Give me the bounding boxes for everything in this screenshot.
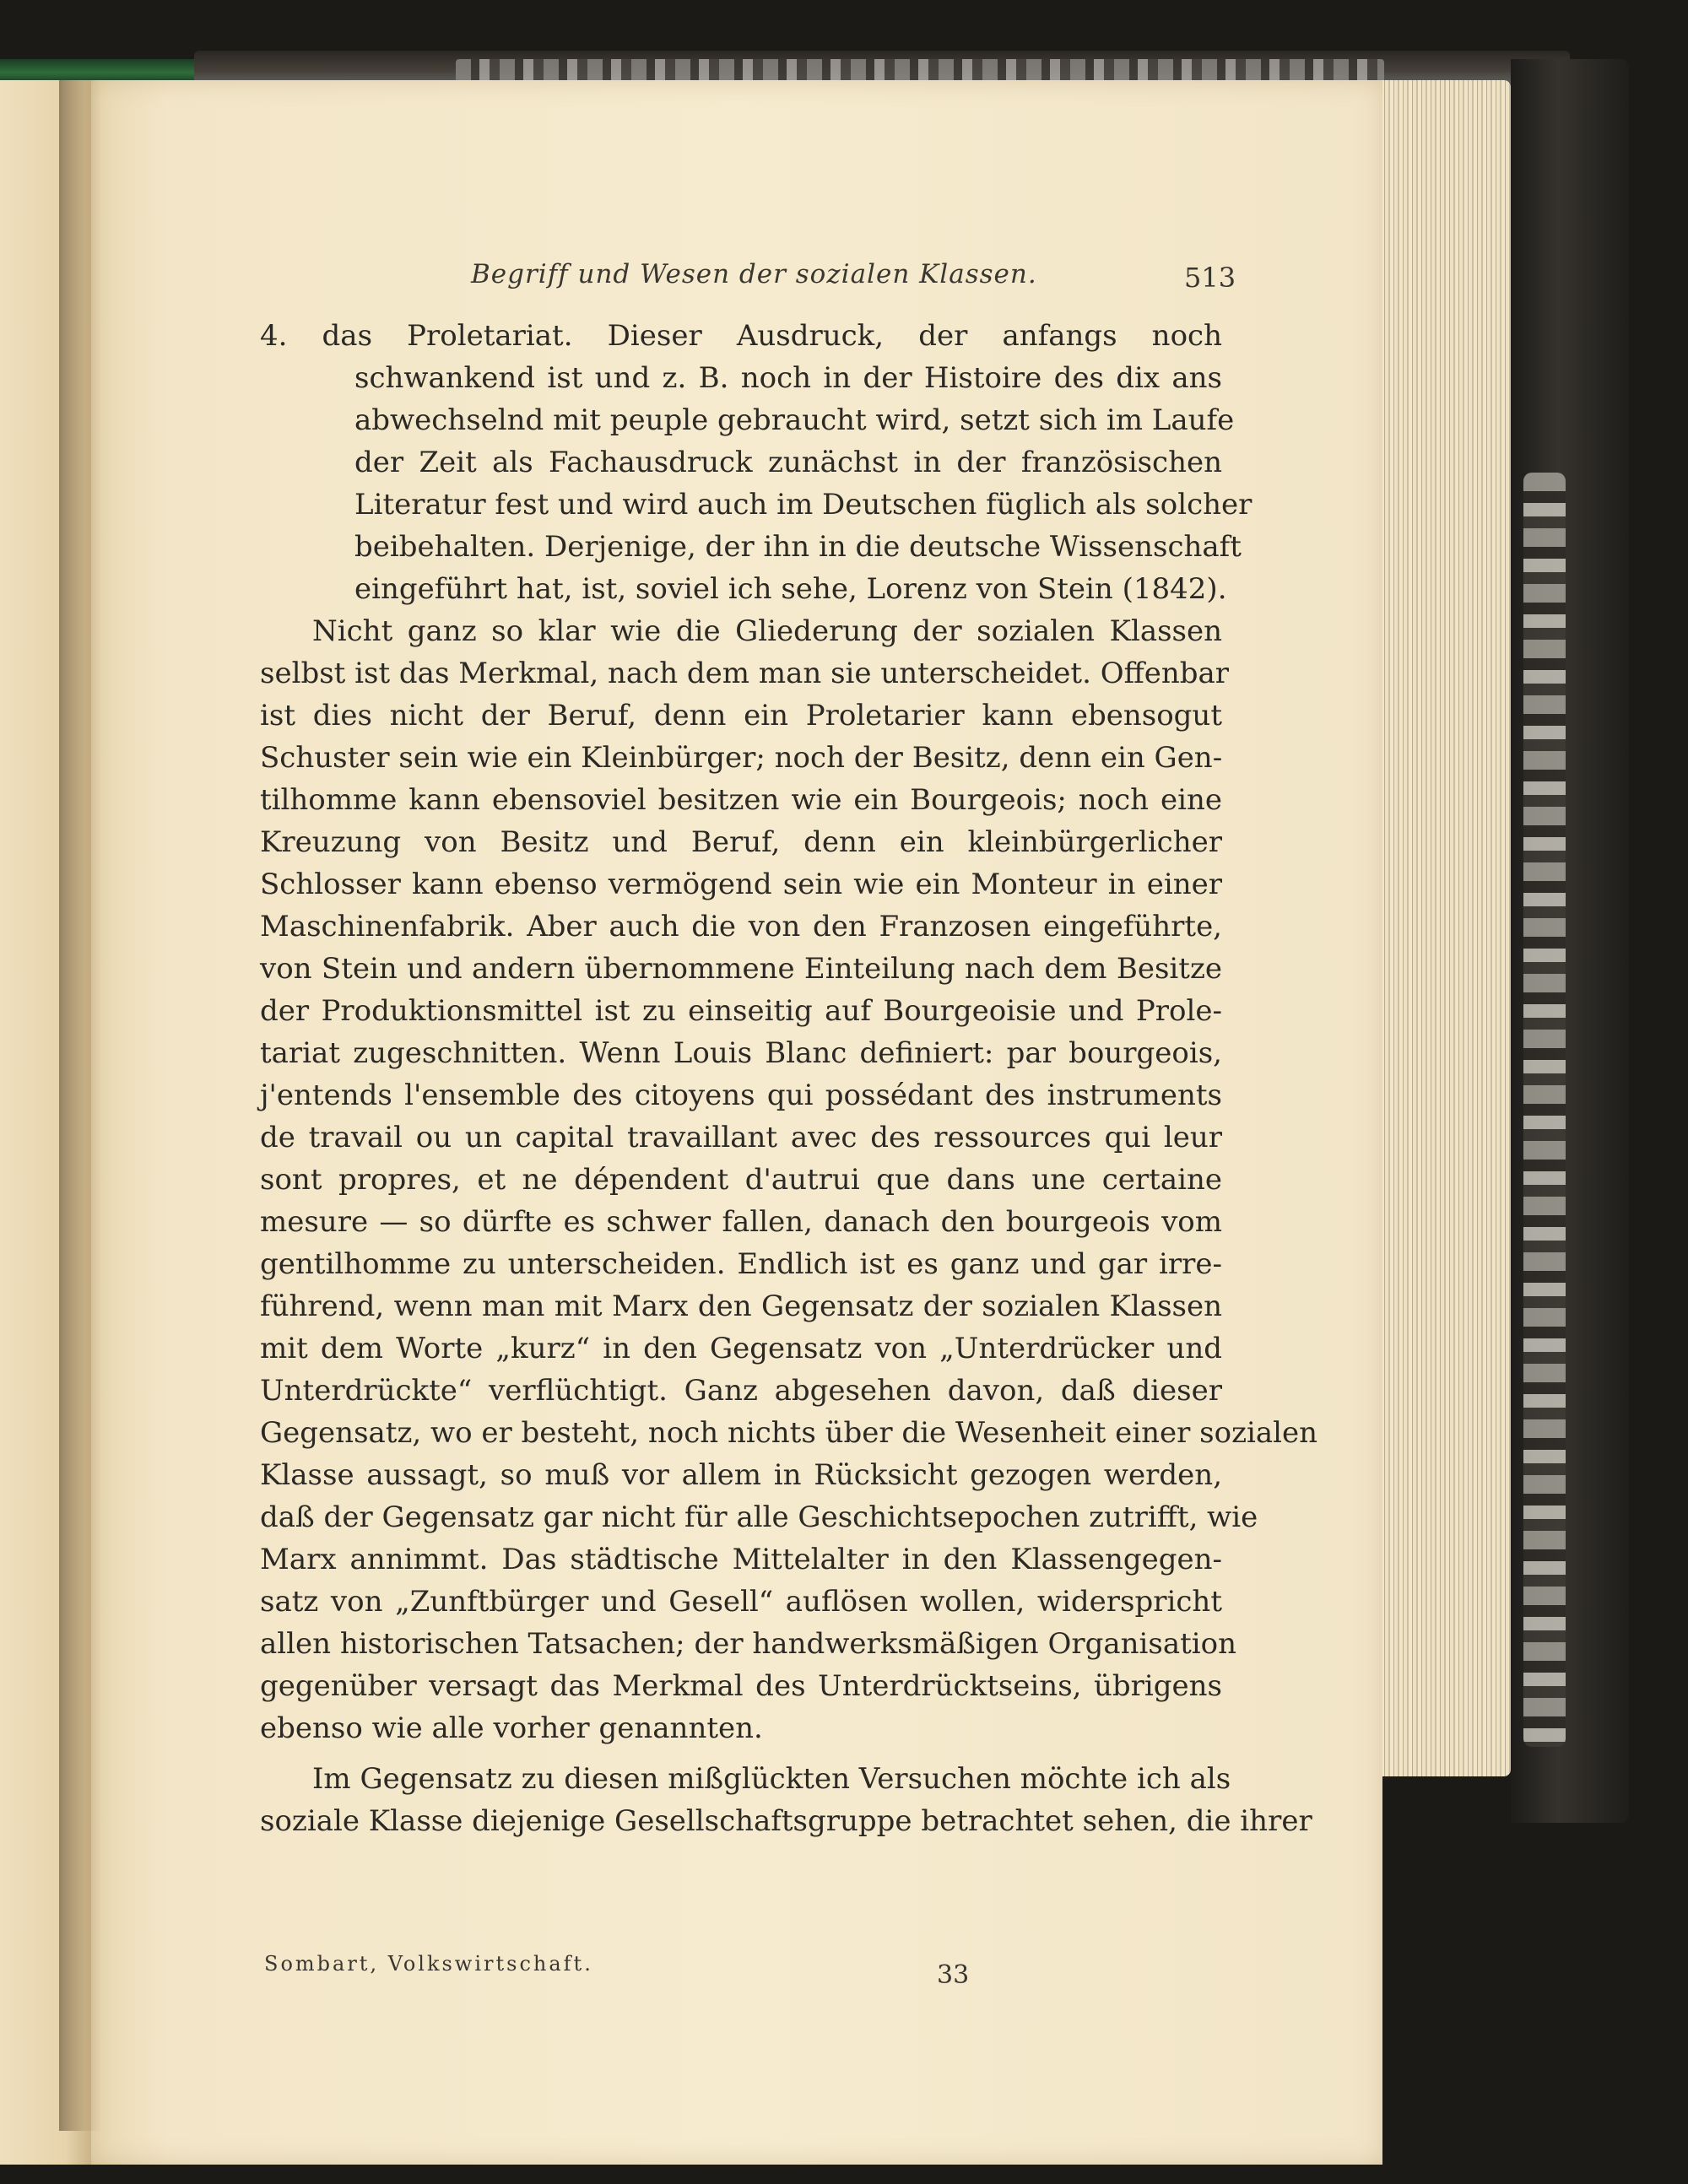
text-line: Nicht ganz so klar wie die Gliederung der sozialen Klassen [312,614,1222,648]
page-edges [1376,80,1511,1776]
text-line: gegenüber versagt das Merkmal des Unterdrücktseins, übrigens [260,1669,1222,1703]
text-line: eingeführt hat, ist, soviel ich sehe, Lorenz von Stein (1842). [354,572,1227,606]
running-header: Begriff und Wesen der sozialen Klassen. [471,259,1037,289]
footer-signature: 33 [937,1960,970,1990]
text-line: Maschinenfabrik. Aber auch die von den Franzosen eingeführte, [260,910,1222,943]
text-line: tariat zugeschnitten. Wenn Louis Blanc definiert: par bourgeois, [260,1036,1222,1070]
text-line: der Zeit als Fachausdruck zunächst in der französischen [354,446,1222,479]
right-cover-ornament [1523,473,1566,1747]
page-text [91,80,1382,2165]
text-line: selbst ist das Merkmal, nach dem man sie unterscheidet. Offenbar [260,657,1230,690]
book-page [91,80,1382,2165]
text-line: Im Gegensatz zu diesen mißglückten Versuchen möchte ich als [312,1762,1231,1796]
text-line: mesure — so dürfte es schwer fallen, danach den bourgeois vom [260,1205,1222,1239]
text-line: Literatur fest und wird auch im Deutschen füglich als solcher [354,488,1252,522]
text-line: j'entends l'ensemble des citoyens qui possédant des instruments [260,1078,1222,1112]
text-line: Marx annimmt. Das städtische Mittelalter in den Klassengegen- [260,1543,1222,1576]
text-line: gentilhomme zu unterscheiden. Endlich ist es ganz und gar irre- [260,1247,1222,1281]
text-line: führend, wenn man mit Marx den Gegensatz der sozialen Klassen [260,1289,1222,1323]
text-line: tilhomme kann ebensoviel besitzen wie ein Bourgeois; noch eine [260,783,1222,817]
text-line: Schuster sein wie ein Kleinbürger; noch der Besitz, denn ein Gen- [260,741,1223,775]
text-line: Klasse aussagt, so muß vor allem in Rücksicht gezogen werden, [260,1458,1222,1492]
text-line: der Produktionsmittel ist zu einseitig auf Bourgeoisie und Prole- [260,994,1222,1028]
text-line: Schlosser kann ebenso vermögend sein wie ein Monteur in einer [260,868,1222,901]
spine-shadow [59,80,101,2131]
text-line: satz von „Zunftbürger und Gesell“ auflösen wollen, widerspricht [260,1585,1222,1619]
text-line: ebenso wie alle vorher genannten. [260,1711,763,1745]
text-line: sont propres, et ne dépendent d'autrui que dans une certaine [260,1163,1222,1197]
text-line: soziale Klasse diejenige Gesellschaftsgruppe betrachtet sehen, die ihrer [260,1804,1312,1838]
text-line: Unterdrückte“ verflüchtigt. Ganz abgesehen davon, daß dieser [260,1374,1222,1408]
text-line: schwankend ist und z. B. noch in der Histoire des dix ans [354,361,1222,395]
page-number: 513 [1184,262,1236,294]
text-line: mit dem Worte „kurz“ in den Gegensatz von „Unterdrücker und [260,1332,1222,1365]
text-line: 4. das Proletariat. Dieser Ausdruck, der anfangs noch [260,319,1222,353]
footer-author: Sombart, Volkswirtschaft. [264,1952,593,1976]
text-line: daß der Gegensatz gar nicht für alle Geschichtsepochen zutrifft, wie [260,1500,1258,1534]
text-line: beibehalten. Derjenige, der ihn in die deutsche Wissenschaft [354,530,1242,564]
text-line: Gegensatz, wo er besteht, noch nichts über die Wesenheit einer sozialen [260,1416,1318,1450]
text-line: Kreuzung von Besitz und Beruf, denn ein kleinbürgerlicher [260,825,1222,859]
text-line: allen historischen Tatsachen; der handwerksmäßigen Organisation [260,1627,1236,1661]
text-line: de travail ou un capital travaillant avec des ressources qui leur [260,1121,1222,1154]
text-line: ist dies nicht der Beruf, denn ein Proletarier kann ebensogut [260,699,1222,733]
text-line: von Stein und andern übernommene Einteilung nach dem Besitze [260,952,1222,986]
text-line: abwechselnd mit peuple gebraucht wird, setzt sich im Laufe [354,403,1235,437]
